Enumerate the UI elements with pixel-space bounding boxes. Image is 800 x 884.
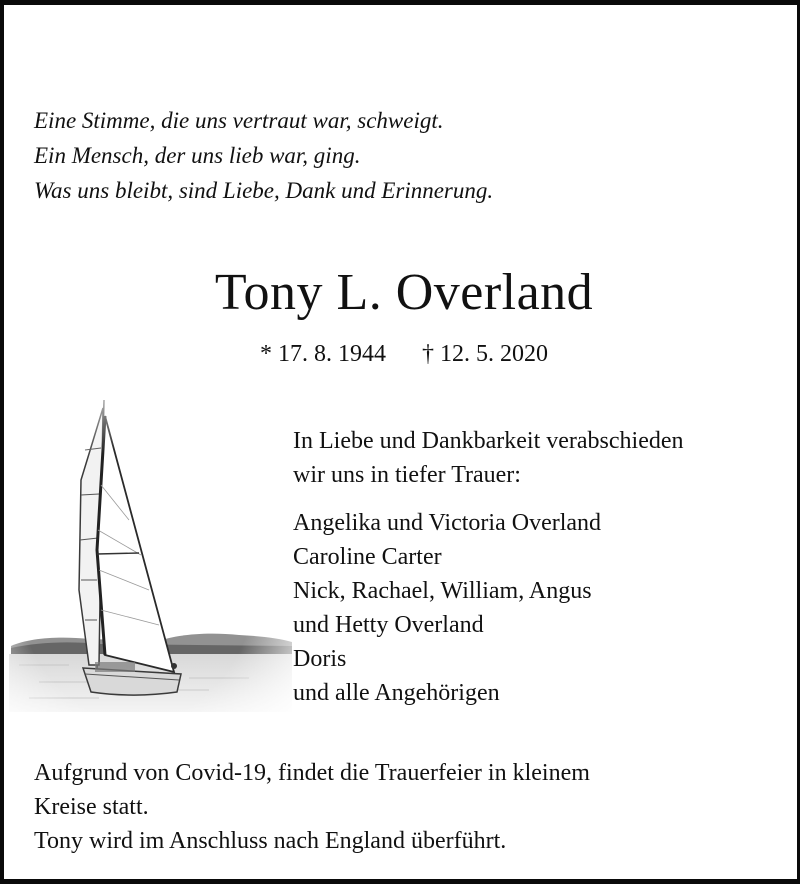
death-date: † 12. 5. 2020 xyxy=(422,341,548,367)
mourners-list xyxy=(293,506,684,710)
mourner-name: und Hetty Overland xyxy=(293,612,484,638)
mourner-name: Caroline Carter xyxy=(293,544,442,570)
mourner-name: Doris xyxy=(293,646,347,672)
notice-line: Aufgrund von Covid-19, findet die Trauerfeier in kleinem xyxy=(34,760,590,786)
poem-line: Ein Mensch, der uns lieb war, ging. xyxy=(34,143,361,168)
deceased-name: Tony L. Overland xyxy=(214,264,594,321)
mourner-name: Nick, Rachael, William, Angus xyxy=(293,578,592,604)
poem-line: Was uns bleibt, sind Liebe, Dank und Erinnerung. xyxy=(34,178,494,203)
intro-line: wir uns in tiefer Trauer: xyxy=(293,462,521,488)
mourner-name: und alle Angehörigen xyxy=(293,680,500,706)
life-dates xyxy=(4,339,800,369)
intro-line: In Liebe und Dankbarkeit verabschieden xyxy=(293,428,684,454)
poem-line: Eine Stimme, die uns vertraut war, schweigt. xyxy=(34,108,444,133)
sailboat-photo-icon xyxy=(9,390,292,712)
birth-date: * 17. 8. 1944 xyxy=(260,341,386,367)
mourner-name: Angelika und Victoria Overland xyxy=(293,510,602,536)
memorial-poem xyxy=(34,103,493,208)
notice-line: Tony wird im Anschluss nach England überführt. xyxy=(34,828,507,854)
mourners-intro xyxy=(293,424,684,492)
funeral-notice xyxy=(34,756,590,858)
notice-line: Kreise statt. xyxy=(34,794,149,820)
mourners-section xyxy=(293,424,684,710)
